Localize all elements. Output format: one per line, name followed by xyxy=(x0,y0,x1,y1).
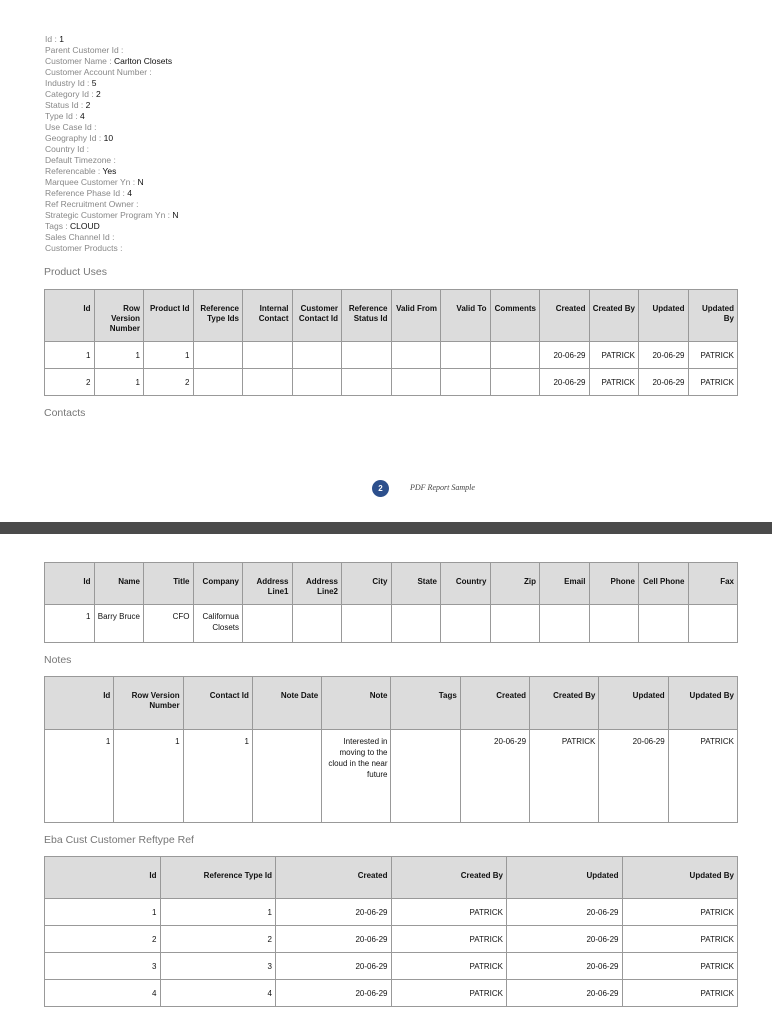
field-row xyxy=(45,221,179,232)
column-header: Valid From xyxy=(391,290,441,342)
column-header: Name xyxy=(94,563,144,605)
table-cell: 1 xyxy=(183,730,252,823)
table-cell xyxy=(490,369,540,396)
column-header: Title xyxy=(144,563,194,605)
column-header: Address Line2 xyxy=(292,563,342,605)
table-cell xyxy=(342,342,392,369)
table-cell xyxy=(292,342,342,369)
column-header: State xyxy=(391,563,441,605)
column-header: Id xyxy=(45,857,161,899)
column-header: Internal Contact xyxy=(243,290,293,342)
table-cell: 1 xyxy=(45,899,161,926)
table-cell: 1 xyxy=(114,730,183,823)
field-label: Use Case Id : xyxy=(45,122,97,132)
table-cell: 20-06-29 xyxy=(276,899,392,926)
table-cell: Californua Closets xyxy=(193,605,243,643)
column-header: Country xyxy=(441,563,491,605)
table-cell: 3 xyxy=(160,953,276,980)
product-uses-table xyxy=(44,289,738,396)
table-cell xyxy=(342,369,392,396)
table-cell: 20-06-29 xyxy=(276,980,392,1007)
column-header: Updated By xyxy=(622,857,738,899)
table-row xyxy=(45,980,738,1007)
table-row xyxy=(45,899,738,926)
table-cell xyxy=(252,730,321,823)
column-header: Valid To xyxy=(441,290,491,342)
field-value: Yes xyxy=(102,166,117,176)
table-row xyxy=(45,926,738,953)
column-header: Id xyxy=(45,677,114,730)
column-header: Email xyxy=(540,563,590,605)
field-row xyxy=(45,89,179,100)
table-cell: 1 xyxy=(45,730,114,823)
table-cell: PATRICK xyxy=(530,730,599,823)
table-cell xyxy=(441,369,491,396)
field-row xyxy=(45,243,179,254)
table-row xyxy=(45,953,738,980)
field-row xyxy=(45,78,179,89)
field-row xyxy=(45,177,179,188)
table-cell: PATRICK xyxy=(589,342,639,369)
field-label: Strategic Customer Program Yn : xyxy=(45,210,173,220)
table-cell xyxy=(589,605,639,643)
table-cell: PATRICK xyxy=(622,899,738,926)
field-label: Geography Id : xyxy=(45,133,104,143)
ref-table xyxy=(44,856,738,1007)
table-cell: 1 xyxy=(144,342,194,369)
ref-title: Eba Cust Customer Reftype Ref xyxy=(44,834,194,846)
field-row xyxy=(45,111,179,122)
column-header: Note Date xyxy=(252,677,321,730)
table-cell xyxy=(391,605,441,643)
column-header: Zip xyxy=(490,563,540,605)
table-cell xyxy=(193,369,243,396)
table-row xyxy=(45,605,738,643)
field-label: Status Id : xyxy=(45,100,86,110)
column-header: Updated By xyxy=(668,677,737,730)
table-cell: PATRICK xyxy=(688,369,738,396)
product-uses-title: Product Uses xyxy=(44,266,108,278)
table-cell: PATRICK xyxy=(589,369,639,396)
column-header: Note xyxy=(322,677,391,730)
field-value: 4 xyxy=(79,111,85,121)
field-value: N xyxy=(172,210,179,220)
table-cell xyxy=(688,605,738,643)
column-header: Row Version Number xyxy=(114,677,183,730)
field-label: Customer Account Number : xyxy=(45,67,152,77)
field-row xyxy=(45,133,179,144)
field-value: CLOUD xyxy=(70,221,100,231)
table-cell: 2 xyxy=(45,926,161,953)
table-cell xyxy=(243,369,293,396)
column-header: Created xyxy=(460,677,529,730)
table-cell xyxy=(391,342,441,369)
table-cell xyxy=(490,605,540,643)
table-header-row xyxy=(45,563,738,605)
notes-title: Notes xyxy=(44,654,72,666)
column-header: Created xyxy=(540,290,590,342)
column-header: Created By xyxy=(530,677,599,730)
table-cell: 20-06-29 xyxy=(639,369,689,396)
table-cell: 20-06-29 xyxy=(540,342,590,369)
column-header: Updated xyxy=(507,857,623,899)
report-page-2 xyxy=(0,534,772,1024)
column-header: Company xyxy=(193,563,243,605)
table-cell: PATRICK xyxy=(391,980,507,1007)
field-value: 1 xyxy=(59,34,64,44)
table-cell: Interested in moving to the cloud in the near future xyxy=(322,730,391,823)
field-row xyxy=(45,188,179,199)
table-cell: 2 xyxy=(144,369,194,396)
column-header: Contact Id xyxy=(183,677,252,730)
table-header-row xyxy=(45,857,738,899)
field-row xyxy=(45,199,179,210)
table-cell xyxy=(342,605,392,643)
field-label: Referencable : xyxy=(45,166,103,176)
table-cell: 20-06-29 xyxy=(639,342,689,369)
column-header: Created By xyxy=(589,290,639,342)
field-row xyxy=(45,232,179,243)
table-row xyxy=(45,369,738,396)
table-cell: 1 xyxy=(94,342,144,369)
table-cell xyxy=(292,605,342,643)
table-cell xyxy=(639,605,689,643)
table-cell: 1 xyxy=(160,899,276,926)
table-cell: 20-06-29 xyxy=(460,730,529,823)
table-cell xyxy=(441,342,491,369)
table-cell: PATRICK xyxy=(688,342,738,369)
column-header: Fax xyxy=(688,563,738,605)
table-cell: PATRICK xyxy=(391,953,507,980)
field-row xyxy=(45,67,179,78)
table-cell xyxy=(391,369,441,396)
field-label: Tags : xyxy=(45,221,71,231)
field-row xyxy=(45,34,179,45)
column-header: Tags xyxy=(391,677,460,730)
field-label: Default Timezone : xyxy=(45,155,116,165)
table-header-row xyxy=(45,677,738,730)
table-cell xyxy=(292,369,342,396)
field-row xyxy=(45,210,179,221)
table-cell: 20-06-29 xyxy=(507,899,623,926)
field-label: Marquee Customer Yn : xyxy=(45,177,138,187)
field-row xyxy=(45,100,179,111)
table-cell xyxy=(193,342,243,369)
notes-table xyxy=(44,676,738,823)
table-cell: Barry Bruce xyxy=(94,605,144,643)
page-footer-label: PDF Report Sample xyxy=(410,483,475,492)
field-row xyxy=(45,144,179,155)
field-value: 10 xyxy=(103,133,114,143)
field-value: 5 xyxy=(91,78,97,88)
table-cell: 20-06-29 xyxy=(276,953,392,980)
table-cell xyxy=(441,605,491,643)
column-header: Cell Phone xyxy=(639,563,689,605)
column-header: Phone xyxy=(589,563,639,605)
field-value: 2 xyxy=(85,100,91,110)
table-cell xyxy=(391,730,460,823)
field-value: N xyxy=(137,177,144,187)
field-value: 2 xyxy=(96,89,101,99)
field-label: Customer Name : xyxy=(45,56,114,66)
table-cell: 1 xyxy=(45,342,95,369)
table-cell: 4 xyxy=(45,980,161,1007)
field-row xyxy=(45,122,179,133)
table-row xyxy=(45,342,738,369)
field-label: Country Id : xyxy=(45,144,89,154)
column-header: Customer Contact Id xyxy=(292,290,342,342)
table-cell: 20-06-29 xyxy=(507,980,623,1007)
column-header: Reference Type Id xyxy=(160,857,276,899)
table-cell xyxy=(540,605,590,643)
field-label: Sales Channel Id : xyxy=(45,232,115,242)
customer-fields xyxy=(45,34,179,254)
table-cell xyxy=(490,342,540,369)
field-label: Category Id : xyxy=(45,89,97,99)
column-header: Product Id xyxy=(144,290,194,342)
table-cell xyxy=(243,605,293,643)
field-label: Parent Customer Id : xyxy=(45,45,124,55)
column-header: Reference Type Ids xyxy=(193,290,243,342)
table-cell xyxy=(243,342,293,369)
table-cell: 20-06-29 xyxy=(540,369,590,396)
field-row xyxy=(45,45,179,56)
contacts-table xyxy=(44,562,738,643)
table-cell: 1 xyxy=(94,369,144,396)
table-cell: PATRICK xyxy=(622,953,738,980)
page-number-badge: 2 xyxy=(372,480,389,497)
field-row xyxy=(45,56,179,67)
table-cell: 20-06-29 xyxy=(507,953,623,980)
table-row xyxy=(45,730,738,823)
column-header: Updated By xyxy=(688,290,738,342)
field-value: Carlton Closets xyxy=(113,56,173,66)
table-cell: CFO xyxy=(144,605,194,643)
column-header: Created xyxy=(276,857,392,899)
column-header: Created By xyxy=(391,857,507,899)
field-label: Id : xyxy=(45,34,60,44)
table-cell: 20-06-29 xyxy=(507,926,623,953)
table-cell: PATRICK xyxy=(622,980,738,1007)
column-header: Updated xyxy=(599,677,668,730)
table-cell: 2 xyxy=(45,369,95,396)
table-cell: 2 xyxy=(160,926,276,953)
field-label: Reference Phase Id : xyxy=(45,188,128,198)
table-cell: PATRICK xyxy=(668,730,737,823)
field-row xyxy=(45,166,179,177)
table-cell: 1 xyxy=(45,605,95,643)
field-label: Industry Id : xyxy=(45,78,92,88)
table-cell: PATRICK xyxy=(391,899,507,926)
table-cell: 4 xyxy=(160,980,276,1007)
table-cell: 3 xyxy=(45,953,161,980)
column-header: Row Version Number xyxy=(94,290,144,342)
column-header: Updated xyxy=(639,290,689,342)
table-cell: PATRICK xyxy=(622,926,738,953)
column-header: Address Line1 xyxy=(243,563,293,605)
table-cell: PATRICK xyxy=(391,926,507,953)
column-header: City xyxy=(342,563,392,605)
field-label: Customer Products : xyxy=(45,243,123,253)
column-header: Id xyxy=(45,563,95,605)
column-header: Id xyxy=(45,290,95,342)
column-header: Comments xyxy=(490,290,540,342)
table-cell: 20-06-29 xyxy=(276,926,392,953)
field-value: 4 xyxy=(127,188,132,198)
field-label: Type Id : xyxy=(45,111,80,121)
field-row xyxy=(45,155,179,166)
table-header-row xyxy=(45,290,738,342)
field-label: Ref Recruitment Owner : xyxy=(45,199,139,209)
column-header: Reference Status Id xyxy=(342,290,392,342)
table-cell: 20-06-29 xyxy=(599,730,668,823)
contacts-title: Contacts xyxy=(44,407,86,419)
